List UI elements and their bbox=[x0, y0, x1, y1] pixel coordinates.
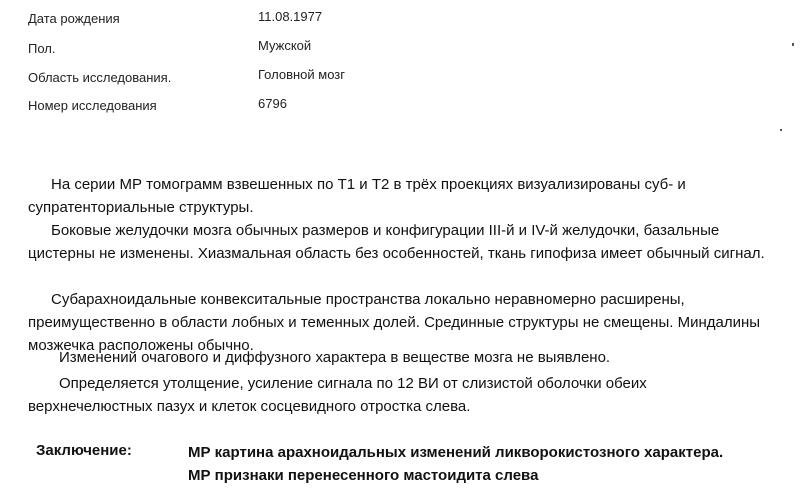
findings-paragraph-2: Боковые желудочки мозга обычных размеров и конфигурации III-й и IV-й желудочки, базальные цистерны не изменены. Хиазмальная область без особенностей, ткань гипофиза имеет обычный сигнал. bbox=[28, 222, 765, 262]
conclusion-text: МР картина арахноидальных изменений ликворокистозного характера. МР признаки перенесенного мастоидита слева bbox=[188, 444, 724, 484]
scan-speck bbox=[792, 43, 794, 46]
sex-value: Мужской bbox=[258, 38, 312, 53]
region-label: Область исследования. bbox=[28, 70, 172, 85]
sex-label: Пол. bbox=[28, 41, 56, 56]
findings-paragraph-1: На серии МР томограмм взвешенных по Т1 и Т2 в трёх проекциях визуализированы суб- и супратенториальные структуры. bbox=[28, 176, 686, 216]
conclusion-label: Заключение: bbox=[36, 442, 132, 459]
findings-paragraph-3: Субарахноидальные конвекситальные пространства локально неравномерно расширены, преимущественно в области лобных и теменных долей. Срединные структуры не смещены. Миндалины мозжечка расположены обычно. bbox=[28, 291, 761, 354]
findings-paragraph-4: Изменений очагового и диффузного характера в веществе мозга не выявлено. bbox=[59, 349, 611, 366]
findings-paragraph-5: Определяется утолщение, усиление сигнала по 12 ВИ от слизистой оболочки обеих верхнечелюстных пазух и клеток сосцевидного отростка слева. bbox=[28, 375, 647, 415]
region-value: Головной мозг bbox=[258, 67, 345, 82]
birth-date-value: 11.08.1977 bbox=[258, 9, 323, 24]
study-number-value: 6796 bbox=[258, 96, 287, 111]
birth-date-label: Дата рождения bbox=[28, 11, 120, 26]
study-number-label: Номер исследования bbox=[28, 98, 157, 113]
scan-speck bbox=[780, 129, 782, 131]
